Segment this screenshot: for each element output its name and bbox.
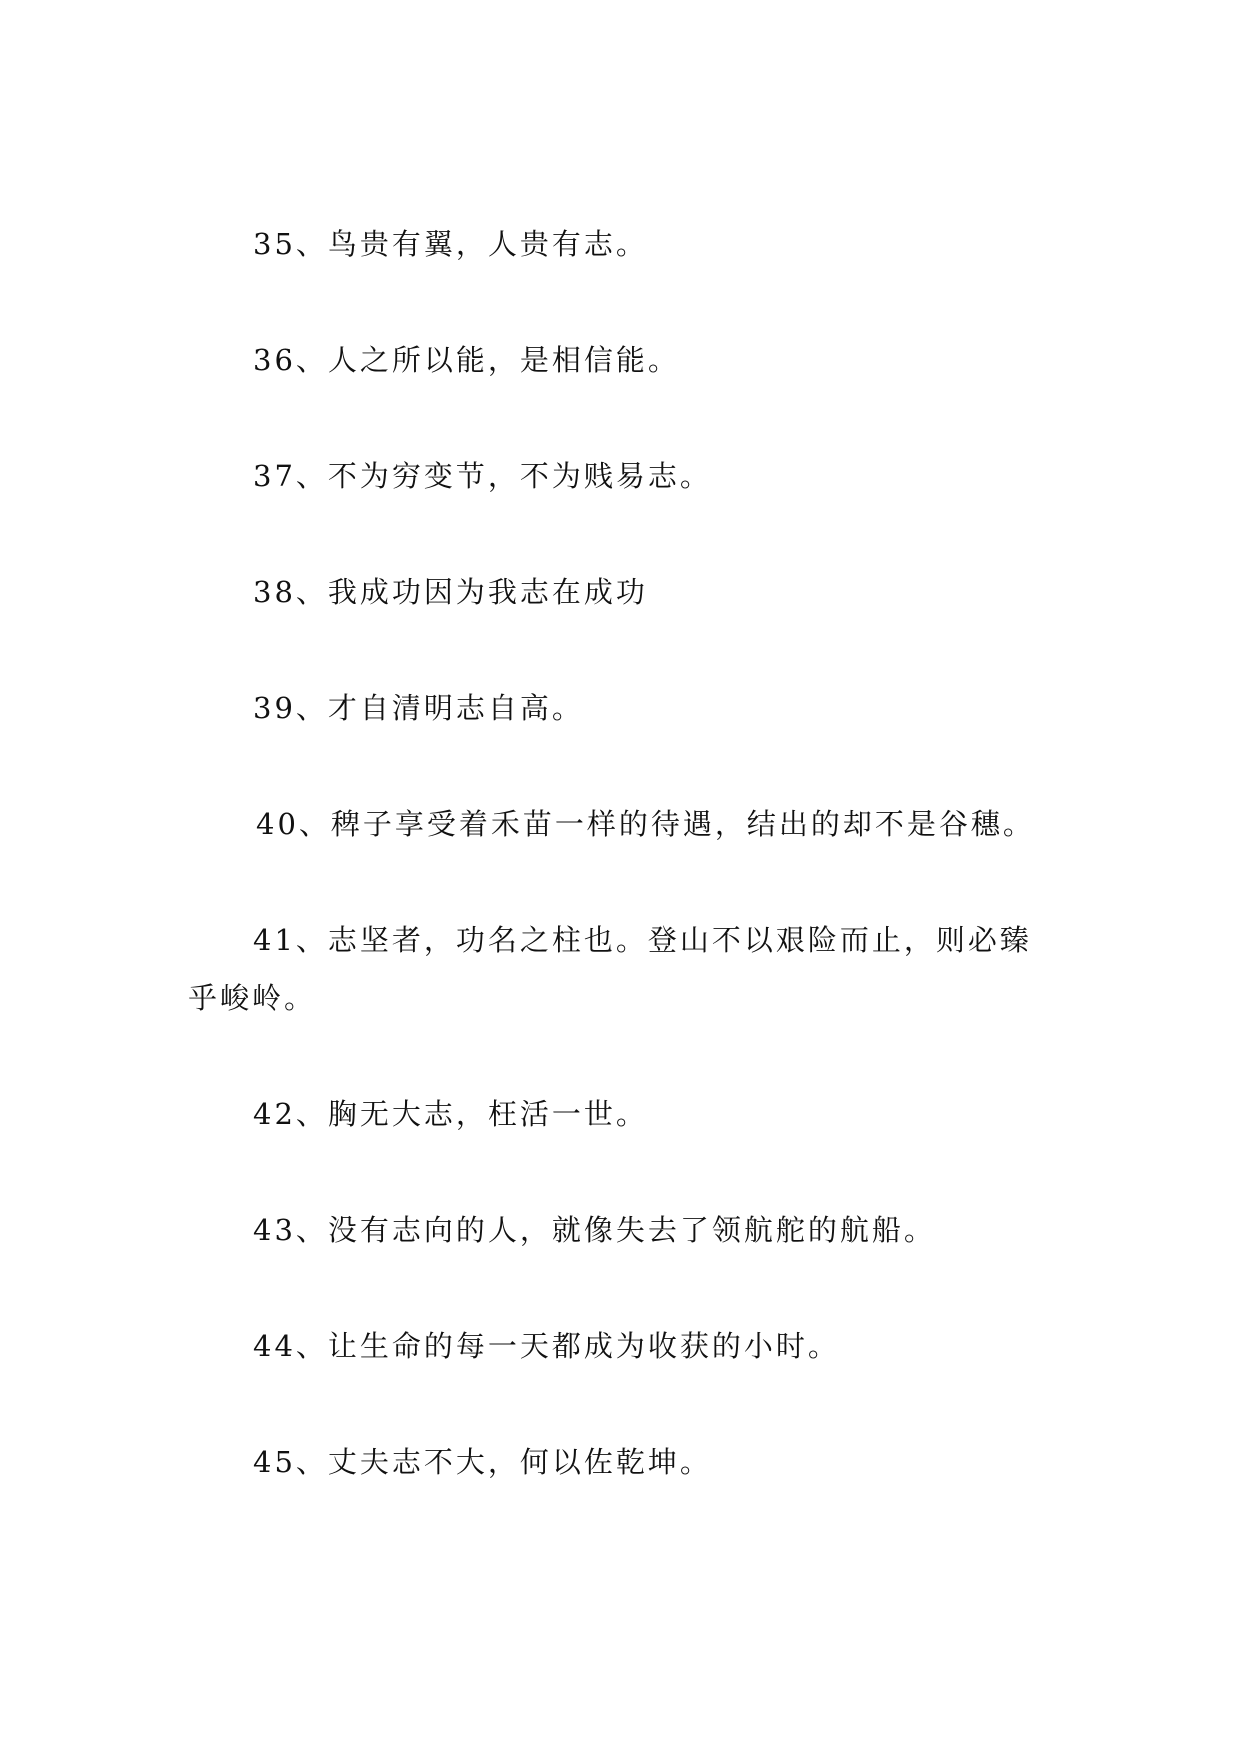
quote-42: 42、胸无大志，枉活一世。 (253, 1097, 648, 1131)
quote-36: 36、人之所以能，是相信能。 (253, 343, 680, 377)
quote-41-line-2: 乎峻岭。 (188, 981, 317, 1015)
quote-37: 37、不为穷变节，不为贱易志。 (253, 459, 712, 493)
quote-38: 38、我成功因为我志在成功 (253, 575, 648, 609)
quote-44: 44、让生命的每一天都成为收获的小时。 (253, 1329, 840, 1363)
quote-41-line-1: 41、志坚者，功名之柱也。登山不以艰险而止，则必臻 (253, 923, 1032, 957)
quote-35: 35、鸟贵有翼，人贵有志。 (253, 227, 648, 261)
quote-39: 39、才自清明志自高。 (253, 691, 584, 725)
quote-45: 45、丈夫志不大，何以佐乾坤。 (253, 1445, 712, 1479)
quote-40: 40、稗子享受着禾苗一样的待遇，结出的却不是谷穗。 (256, 807, 1035, 841)
quote-43: 43、没有志向的人，就像失去了领航舵的航船。 (253, 1213, 936, 1247)
